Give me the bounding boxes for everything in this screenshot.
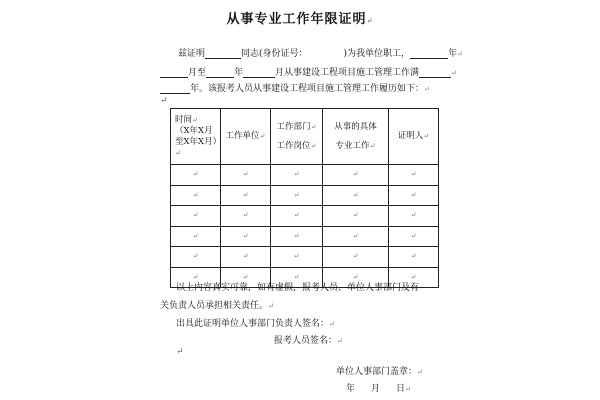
table-cell[interactable]: ↵: [221, 247, 271, 268]
statement-line-2: 关负责人员承担相关责任。↵: [160, 301, 274, 311]
header-time: 时间↵ （X年X月 至X年X月）↵: [171, 109, 221, 165]
table-cell[interactable]: ↵: [271, 185, 323, 206]
table-cell[interactable]: ↵: [271, 206, 323, 227]
end-month-blank[interactable]: [243, 68, 275, 78]
table-cell[interactable]: ↵: [389, 226, 439, 247]
years-blank-b[interactable]: [160, 84, 190, 94]
table-cell[interactable]: ↵: [171, 185, 221, 206]
header-job: 从事的具体 专业工作↵: [323, 109, 389, 165]
table-header-row: [171, 109, 439, 165]
table-cell[interactable]: ↵: [171, 226, 221, 247]
table-cell[interactable]: ↵: [389, 165, 439, 186]
table-cell[interactable]: ↵: [221, 206, 271, 227]
table-cell[interactable]: ↵: [271, 267, 323, 288]
table-cell[interactable]: ↵: [171, 267, 221, 288]
table-row: [171, 165, 439, 186]
table-cell[interactable]: ↵: [323, 185, 389, 206]
certify-line-1: 兹证明 同志(身份证号： )为我单位职工， 年↵: [178, 49, 463, 59]
table-cell[interactable]: ↵: [171, 206, 221, 227]
table-cell[interactable]: ↵: [221, 185, 271, 206]
table-cell[interactable]: ↵: [271, 226, 323, 247]
table-cell[interactable]: ↵: [171, 247, 221, 268]
certify-line-3: 年。该报考人员从事建设工程项目施工管理工作履历如下：↵: [160, 81, 430, 94]
document-title: 从事专业工作年限证明↵: [226, 12, 374, 27]
hr-seal: 单位人事部门盖章：↵: [336, 367, 423, 377]
header-witness: 证明人↵: [389, 109, 439, 165]
table-cell[interactable]: ↵: [323, 247, 389, 268]
table-row: [171, 185, 439, 206]
end-year-blank[interactable]: [206, 68, 234, 78]
certify-line-2: 月至 年 月从事建设工程项目施工管理工作满 ↵: [160, 65, 457, 78]
paragraph-mark-2: ↵: [176, 347, 184, 357]
table-cell[interactable]: ↵: [171, 165, 221, 186]
applicant-signature: 报考人员签名：↵: [274, 336, 343, 346]
name-blank[interactable]: [205, 49, 241, 59]
statement-line-1: 以上内容真实可靠，如有虚假，报考人员、单位人事部门及有: [176, 283, 420, 293]
date-line: 年 月 日↵: [346, 384, 411, 394]
table-cell[interactable]: ↵: [271, 247, 323, 268]
work-history-table: [170, 108, 439, 288]
start-year-blank[interactable]: [410, 49, 448, 59]
table-cell[interactable]: ↵: [323, 206, 389, 227]
table-row: [171, 247, 439, 268]
table-cell[interactable]: ↵: [389, 185, 439, 206]
table-body: [171, 165, 439, 288]
table-cell[interactable]: ↵: [221, 267, 271, 288]
table-cell[interactable]: ↵: [221, 165, 271, 186]
table-cell[interactable]: ↵: [323, 165, 389, 186]
start-month-blank[interactable]: [160, 68, 188, 78]
paragraph-mark: ↵: [160, 96, 168, 106]
table-cell[interactable]: ↵: [389, 206, 439, 227]
years-blank-a[interactable]: [419, 68, 451, 78]
table-row: [171, 226, 439, 247]
header-dept: 工作部门↵ 工作岗位↵: [271, 109, 323, 165]
table-cell[interactable]: ↵: [271, 165, 323, 186]
table-row: [171, 206, 439, 227]
table-cell[interactable]: ↵: [221, 226, 271, 247]
header-unit: 工作单位↵: [221, 109, 271, 165]
table-cell[interactable]: ↵: [323, 226, 389, 247]
table-cell[interactable]: ↵: [389, 267, 439, 288]
table-cell[interactable]: ↵: [389, 247, 439, 268]
table-cell[interactable]: ↵: [323, 267, 389, 288]
hr-head-signature: 出具此证明单位人事部门负责人签名：↵: [176, 319, 335, 329]
